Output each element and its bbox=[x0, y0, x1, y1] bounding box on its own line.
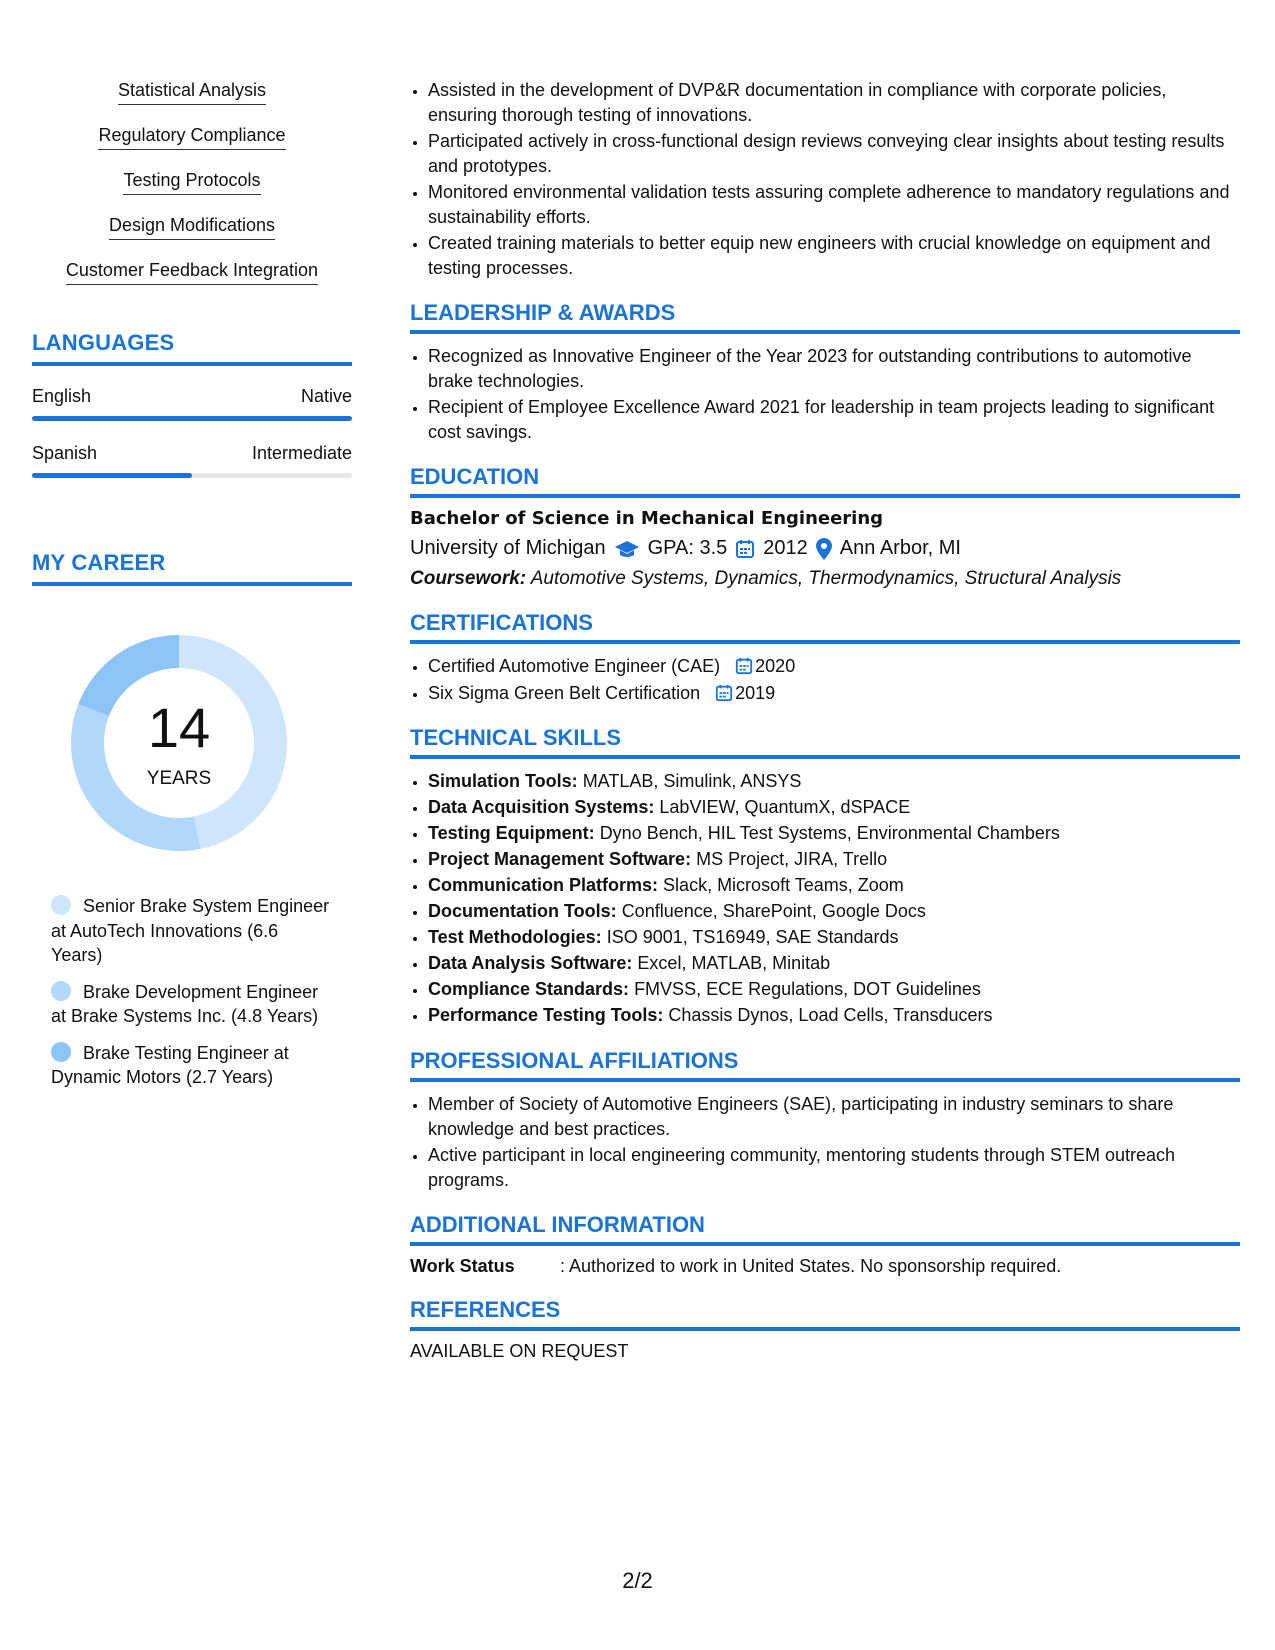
work-status-label: Work Status bbox=[410, 1256, 515, 1276]
technical-skill-item bbox=[428, 769, 1240, 794]
language-spanish bbox=[32, 443, 352, 478]
calendar-icon bbox=[715, 684, 733, 702]
language-english bbox=[32, 386, 352, 421]
career-legend-item: Brake Development Engineer at Brake Systems Inc. (4.8 Years) bbox=[51, 981, 319, 1026]
work-status-row bbox=[410, 1256, 1240, 1277]
additional-info-heading: ADDITIONAL INFORMATION bbox=[410, 1212, 1240, 1246]
experience-bullet: • Assisted in the development of DVP&R documentation in compliance with corporate policies, ensuring thorough testing of innovations. bbox=[428, 78, 1240, 127]
calendar-icon bbox=[735, 657, 753, 675]
certification-item: • Certified Automotive Engineer (CAE) 2020 bbox=[428, 654, 1240, 679]
technical-skills-list bbox=[410, 769, 1240, 1028]
page-number: 2/2 bbox=[622, 1568, 653, 1593]
skill-item: Customer Feedback Integration bbox=[32, 260, 352, 305]
language-name: English bbox=[32, 386, 92, 406]
technical-skill-values: Confluence, SharePoint, Google Docs bbox=[621, 901, 926, 921]
leadership-item: • Recognized as Innovative Engineer of the Year 2023 for outstanding contributions to automotive brake technologies. bbox=[428, 344, 1240, 393]
languages-heading: LANGUAGES bbox=[32, 330, 352, 366]
technical-skill-category: Testing Equipment: bbox=[428, 823, 595, 843]
career-legend-item: Senior Brake System Engineer at AutoTech Innovations (6.6 Years) bbox=[51, 896, 330, 965]
certification-year: 2020 bbox=[755, 656, 796, 676]
skill-item: Regulatory Compliance bbox=[32, 125, 352, 170]
career-total-years: 14 bbox=[147, 696, 211, 759]
technical-skill-values: MATLAB, Simulink, ANSYS bbox=[582, 771, 802, 791]
affiliation-item: • Member of Society of Automotive Engineers (SAE), participating in industry seminars to share knowledge and best practices. bbox=[428, 1092, 1240, 1141]
language-proficiency-fill bbox=[32, 416, 352, 421]
work-status-value: : Authorized to work in United States. No sponsorship required. bbox=[560, 1256, 1062, 1276]
experience-bullet: • Monitored environmental validation tests assuring complete adherence to mandatory regulations and sustainability efforts. bbox=[428, 180, 1240, 229]
career-heading: MY CAREER bbox=[32, 550, 352, 586]
language-proficiency-bar bbox=[32, 473, 352, 478]
certification-item: • Six Sigma Green Belt Certification 2019 bbox=[428, 681, 1240, 706]
technical-skill-values: Slack, Microsoft Teams, Zoom bbox=[663, 875, 904, 895]
language-name: Spanish bbox=[32, 443, 98, 463]
skill-item: Statistical Analysis bbox=[32, 80, 352, 125]
technical-skill-category: Project Management Software: bbox=[428, 849, 692, 869]
graduation-cap-icon bbox=[614, 539, 640, 559]
technical-skill-item bbox=[428, 925, 1240, 950]
technical-skill-values: Excel, MATLAB, Minitab bbox=[637, 953, 831, 973]
references-heading: REFERENCES bbox=[410, 1297, 1240, 1331]
left-column bbox=[32, 80, 352, 1102]
technical-skill-category: Test Methodologies: bbox=[428, 927, 602, 947]
skills-list bbox=[32, 80, 352, 305]
education-heading: EDUCATION bbox=[410, 464, 1240, 498]
technical-skill-item bbox=[428, 899, 1240, 924]
technical-skill-category: Compliance Standards: bbox=[428, 979, 630, 999]
career-donut-chart bbox=[66, 630, 292, 856]
career-legend-item: Brake Testing Engineer at Dynamic Motors (2.7 Years) bbox=[51, 1042, 289, 1087]
affiliations-list bbox=[410, 1092, 1240, 1192]
technical-skill-category: Documentation Tools: bbox=[428, 901, 617, 921]
coursework-label: Coursework: bbox=[410, 568, 527, 589]
technical-skill-item bbox=[428, 795, 1240, 820]
technical-skill-values: MS Project, JIRA, Trello bbox=[696, 849, 888, 869]
technical-skill-values: FMVSS, ECE Regulations, DOT Guidelines bbox=[634, 979, 981, 999]
experience-bullets bbox=[410, 78, 1240, 280]
technical-skill-item bbox=[428, 873, 1240, 898]
technical-skill-category: Communication Platforms: bbox=[428, 875, 659, 895]
degree-title: Bachelor of Science in Mechanical Engineering bbox=[410, 508, 884, 529]
certification-year: 2019 bbox=[735, 682, 776, 703]
references-text: AVAILABLE ON REQUEST bbox=[410, 1341, 629, 1361]
technical-skill-item bbox=[428, 951, 1240, 976]
technical-skill-category: Performance Testing Tools: bbox=[428, 1005, 664, 1025]
technical-skill-category: Data Analysis Software: bbox=[428, 953, 633, 973]
language-level: Intermediate bbox=[251, 443, 352, 463]
skill-item: Design Modifications bbox=[32, 215, 352, 260]
calendar-icon bbox=[735, 539, 755, 559]
technical-skill-category: Data Acquisition Systems: bbox=[428, 797, 655, 817]
legend-dot bbox=[51, 895, 71, 915]
technical-skills-heading: TECHNICAL SKILLS bbox=[410, 725, 1240, 759]
leadership-list bbox=[410, 344, 1240, 444]
technical-skill-category: Simulation Tools: bbox=[428, 771, 578, 791]
technical-skill-values: LabVIEW, QuantumX, dSPACE bbox=[659, 797, 911, 817]
legend-dot bbox=[51, 981, 71, 1001]
language-proficiency-bar bbox=[32, 416, 352, 421]
certifications-heading: CERTIFICATIONS bbox=[410, 610, 1240, 644]
technical-skill-item bbox=[428, 821, 1240, 846]
coursework-text: Automotive Systems, Dynamics, Thermodynamics, Structural Analysis bbox=[530, 568, 1122, 589]
language-proficiency-fill bbox=[32, 473, 192, 478]
career-unit: YEARS bbox=[146, 768, 212, 789]
school-name: University of Michigan bbox=[410, 537, 606, 559]
coursework bbox=[410, 568, 1240, 590]
certifications-list bbox=[410, 654, 1240, 705]
education-meta bbox=[410, 537, 1240, 560]
technical-skill-values: Dyno Bench, HIL Test Systems, Environmental Chambers bbox=[599, 823, 1060, 843]
technical-skill-values: Chassis Dynos, Load Cells, Transducers bbox=[668, 1005, 993, 1025]
gpa: GPA: 3.5 bbox=[647, 537, 728, 559]
technical-skill-values: ISO 9001, TS16949, SAE Standards bbox=[606, 927, 899, 947]
legend-dot bbox=[51, 1042, 71, 1062]
education-location: Ann Arbor, MI bbox=[839, 537, 961, 559]
experience-bullet: • Participated actively in cross-functional design reviews conveying clear insights about testing results and prototypes. bbox=[428, 129, 1240, 178]
graduation-year: 2012 bbox=[763, 537, 808, 559]
skill-item: Testing Protocols bbox=[32, 170, 352, 215]
affiliation-item: • Active participant in local engineering community, mentoring students through STEM outreach programs. bbox=[428, 1143, 1240, 1192]
location-pin-icon bbox=[816, 538, 832, 560]
technical-skill-item bbox=[428, 977, 1240, 1002]
language-level: Native bbox=[300, 386, 352, 406]
experience-bullet: • Created training materials to better equip new engineers with crucial knowledge on equipment and testing processes. bbox=[428, 231, 1240, 280]
technical-skill-item bbox=[428, 1003, 1240, 1028]
career-legend bbox=[51, 894, 331, 1090]
right-column bbox=[410, 78, 1240, 1362]
affiliations-heading: PROFESSIONAL AFFILIATIONS bbox=[410, 1048, 1240, 1082]
leadership-item: • Recipient of Employee Excellence Award 2021 for leadership in team projects leading to significant cost savings. bbox=[428, 395, 1240, 444]
technical-skill-item bbox=[428, 847, 1240, 872]
leadership-heading: LEADERSHIP & AWARDS bbox=[410, 300, 1240, 334]
